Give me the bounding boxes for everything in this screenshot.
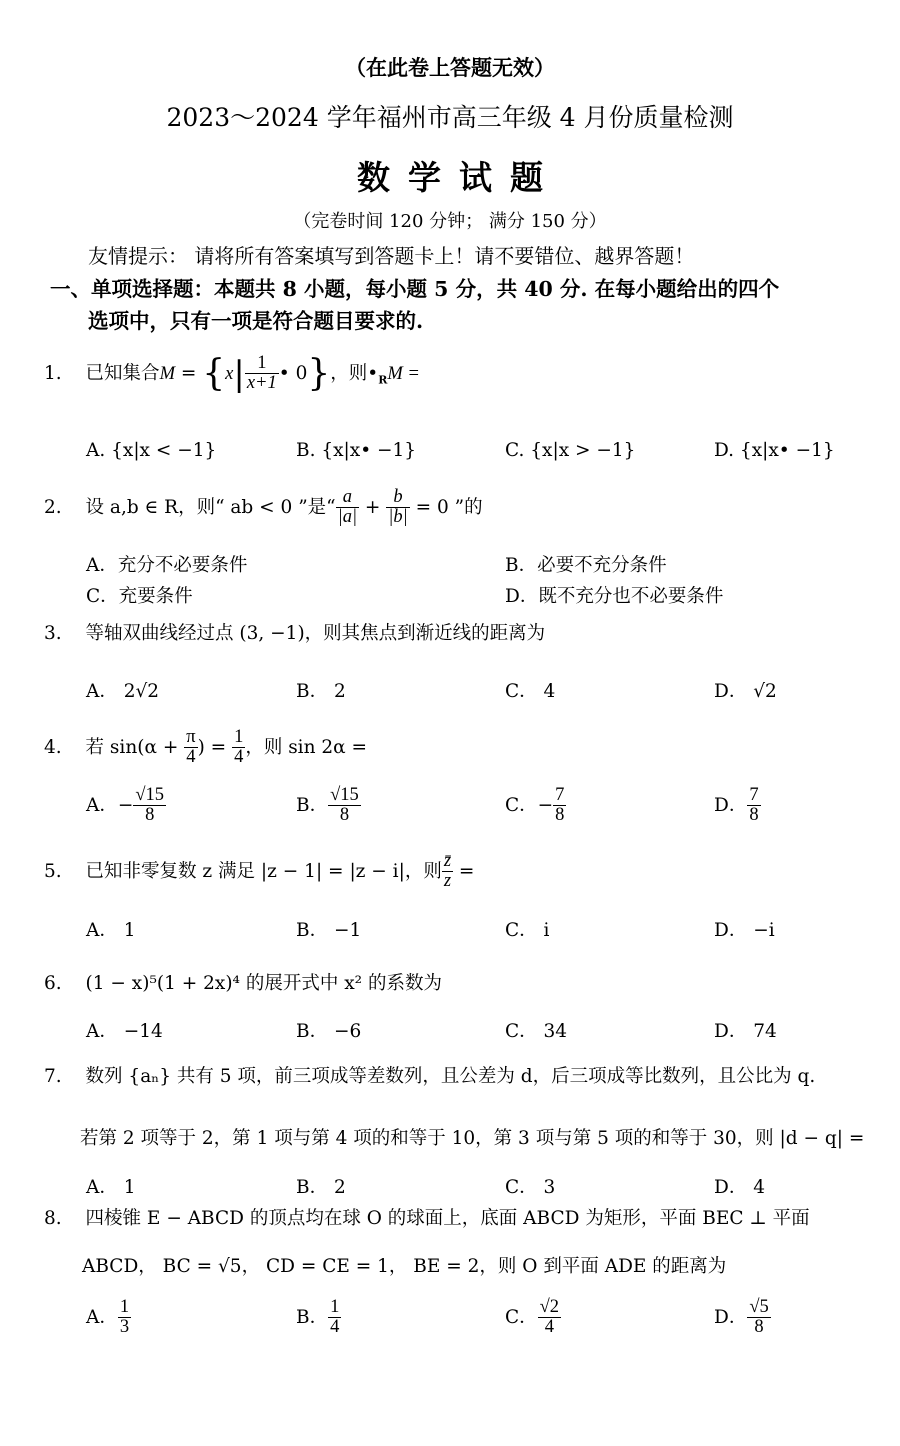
option-sign: − [537,794,554,816]
option-label: C． [505,1306,538,1328]
q1-option-b[interactable]: B. {x|x• −1} [296,440,417,461]
q4-option-a[interactable] [86,786,166,826]
fraction-numerator: 1 [234,727,244,747]
fraction-denominator: 4 [184,747,197,767]
question-stem: 已知非零复数 z 满足 |z − 1| = |z − i|，则 [85,860,442,882]
option-fraction [747,786,760,826]
question-stem: 已知集合 [85,362,160,384]
question-stem-b: = [453,860,475,882]
q8-option-b[interactable] [296,1298,341,1338]
question-number: 7. [44,1066,62,1087]
fraction-denominator: 8 [328,805,361,825]
fraction-zbar-z [442,852,453,892]
option-label: D． [714,1306,748,1328]
set-variable: x [225,363,234,384]
section-heading-line2: 选项中，只有一项是符合题目要求的. [88,309,424,333]
q1-option-a[interactable]: A. {x|x < −1} [86,440,217,461]
fraction-numerator: 1 [119,1297,130,1317]
option-label: A． [86,794,118,816]
fraction-denominator: 8 [555,805,565,826]
set-condition: • 0 [278,362,308,384]
fraction-denominator: 8 [749,805,759,826]
question-stem: 若 sin(α + [85,736,185,758]
option-fraction [328,1298,341,1338]
q2-option-d[interactable]: D．既不充分也不必要条件 [505,586,724,607]
q8-option-d[interactable] [714,1298,771,1338]
fraction-denominator: |b| [388,507,408,528]
q6-option-d[interactable]: D． 74 [714,1021,777,1042]
q6-option-c[interactable]: C． 34 [505,1021,568,1042]
option-sign: − [117,794,134,816]
fraction-numerator: b [393,487,403,507]
fraction-numerator: 7 [749,785,759,805]
option-label: B． [296,1306,329,1328]
fraction-denominator: 8 [133,805,166,825]
question-8 [44,1204,810,1230]
question-3 [44,619,545,645]
question-stem: 等轴双曲线经过点 (3, −1)，则其焦点到渐近线的距离为 [85,623,546,644]
q5-option-c[interactable]: C． i [505,920,550,941]
q5-option-b[interactable]: B． −1 [296,920,362,941]
fraction-denominator: 4 [234,747,244,768]
fraction-denominator: 4 [330,1317,340,1338]
equals: = [174,362,203,384]
option-fraction [538,1298,561,1338]
fraction-numerator: 7 [555,785,565,805]
fraction-numerator: √5 [749,1297,769,1317]
fraction [245,354,279,394]
q1-option-c[interactable]: C. {x|x > −1} [505,440,636,461]
question-stem-b: ，则• [330,362,379,384]
fraction-numerator: a [342,487,352,507]
fraction-1-4 [232,728,245,768]
question-8-line2: ABCD， BC = √5， CD = CE = 1， BE = 2，则 O 到平面 ADE 的距离为 [82,1256,727,1277]
q4-option-d[interactable] [714,786,761,826]
fraction-a [336,488,359,528]
q2-option-c[interactable]: C．充要条件 [86,586,193,607]
q6-option-b[interactable]: B． −6 [296,1021,362,1042]
subject-title: 数学试题 [357,158,561,197]
option-fraction [133,786,166,826]
set-bar: | [233,353,245,394]
q3-option-b[interactable]: B． 2 [296,681,346,702]
fraction-pi-4 [184,728,197,768]
question-2 [44,488,483,528]
q7-option-c[interactable]: C． 3 [505,1177,556,1198]
question-stem-line1: 数列 {aₙ} 共有 5 项，前三项成等差数列，且公差为 d，后三项成等比数列，且公比为 q. [85,1066,816,1087]
option-fraction [328,786,361,826]
fraction-numerator: √15 [135,785,165,805]
exam-title: 2023～2024 学年福州市高三年级 4 月份质量检测 [166,103,734,132]
question-number: 2. [44,496,62,518]
subscript-r: R [378,373,388,387]
fraction-denominator: 8 [747,1317,770,1337]
fraction-numerator: √15 [330,785,359,805]
question-number: 4. [44,736,62,758]
q7-option-d[interactable]: D． 4 [714,1177,765,1198]
q8-option-a[interactable] [86,1298,131,1338]
fraction-numerator: z̄ [443,851,452,871]
left-brace: { [202,352,226,394]
question-stem-c: ，则 sin 2α = [245,736,368,758]
q4-option-b[interactable] [296,786,361,826]
option-label: B． [296,794,329,816]
option-fraction [118,1298,131,1338]
invalid-note: （在此卷上答题无效） [345,55,555,80]
q2-option-a[interactable]: A．充分不必要条件 [86,555,248,576]
question-6 [44,969,442,995]
q8-option-c[interactable] [505,1298,561,1338]
question-stem-b: ) = [197,736,233,758]
fraction-numerator: 1 [257,353,267,373]
fraction-denominator: x+1 [246,373,277,394]
question-stem: (1 − x)⁵(1 + 2x)⁴ 的展开式中 x² 的系数为 [85,973,442,994]
question-4 [44,728,367,768]
right-brace: } [307,352,331,394]
fraction-b [386,488,409,528]
question-7 [44,1062,815,1088]
q6-option-a[interactable]: A． −14 [86,1021,163,1042]
fraction-numerator: π [186,727,196,747]
question-7-line2: 若第 2 项等于 2，第 1 项与第 4 项的和等于 10，第 3 项与第 5 项的和等于 30，则 |d − q| = [80,1128,865,1149]
q1-option-d[interactable]: D. {x|x• −1} [714,440,835,461]
fraction-numerator: √2 [539,1297,560,1317]
question-number: 8. [44,1208,62,1229]
question-stem-c: M = [387,363,420,384]
fraction-numerator: 1 [330,1297,340,1317]
fraction-denominator: 3 [119,1317,130,1338]
option-label: A． [86,1306,118,1328]
plus-sign: + [359,496,387,518]
question-number: 5. [44,860,62,882]
option-label: C． [505,794,538,816]
q3-option-c[interactable]: C． 4 [505,681,556,702]
q5-option-a[interactable]: A． 1 [86,920,136,941]
fraction-denominator: z [443,871,452,892]
friendly-tips: 友情提示： 请将所有答案填写到答题卡上！请不要错位、越界答题！ [88,244,695,268]
question-stem-line1: 四棱锥 E − ABCD 的顶点均在球 O 的球面上，底面 ABCD 为矩形，平面 BEC ⊥ 平面 [85,1208,810,1229]
q7-option-a[interactable]: A． 1 [86,1177,136,1198]
q3-option-a[interactable]: A． 2√2 [86,681,160,702]
question-stem: 设 a,b ∈ R，则“ ab < 0 ”是“ [85,496,336,518]
fraction-denominator: 4 [538,1317,561,1337]
question-stem-b: = 0 ”的 [409,496,483,518]
question-5 [44,852,474,892]
q5-option-d[interactable]: D． −i [714,920,775,941]
q4-option-c[interactable] [505,786,566,826]
q2-option-b[interactable]: B．必要不充分条件 [505,555,667,576]
option-fraction [747,1298,770,1338]
fraction-denominator: |a| [337,507,358,528]
question-number: 6. [44,973,62,994]
option-label: D． [714,794,748,816]
option-fraction [553,786,566,826]
exam-timing: （完卷时间 120 分钟； 满分 150 分） [293,211,607,232]
question-number: 3. [44,623,62,644]
q7-option-b[interactable]: B． 2 [296,1177,346,1198]
question-number: 1. [44,362,62,384]
set-name: M [159,363,175,384]
section-heading-line1: 一、单项选择题：本题共 8 小题，每小题 5 分，共 40 分. 在每小题给出的四个 [50,277,780,301]
q3-option-d[interactable]: D． √2 [714,681,777,702]
question-1 [44,354,420,394]
